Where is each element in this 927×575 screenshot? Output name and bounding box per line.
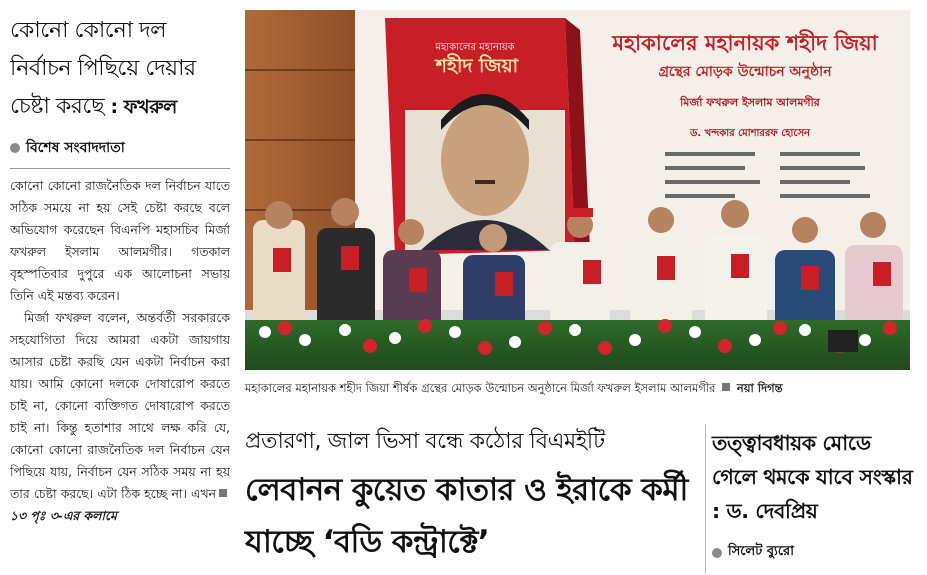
left-story: [10, 12, 230, 567]
left-paragraph-2-text: মির্জা ফখরুল বলেন, অন্তর্বর্তী সরকারকে সহযোগিতা দিয়ে আমরা একটা জায়গায় আসার চেষ্টা করছি যেন একটা নির্বাচন করা যায়। আমি কোনো দলকে দোষারোপ করতে চাই না, কোনো ব্যক্তিগত দোষারোপ করতে চাই না। কিন্তু হতাশার সাথে লক্ষ করি যে, কোনো কোনো রাজনৈতিক দল নির্বাচন যেন পিছিয়ে যায়, নির্বাচন যেন সঠিক সময় না হয় তার চেষ্টা করছে। এটা ঠিক হচ্ছে না। এখন: [10, 310, 230, 501]
left-headline-line1: কোনো কোনো দল: [10, 18, 167, 43]
center-kicker[interactable]: প্রতারণা, জাল ভিসা বন্ধে কঠোর বিএমইটি: [245, 429, 605, 454]
right-headline[interactable]: [712, 426, 917, 528]
left-byline: [10, 136, 230, 160]
left-byline-text: বিশেষ সংবাদদাতা: [26, 140, 125, 156]
left-headline-line2: নির্বাচন পিছিয়ে দেয়ার: [10, 56, 196, 81]
banner-name-1: মির্জা ফখরুল ইসলাম আলমগীর: [680, 96, 820, 109]
square-bullet-icon: [722, 383, 730, 391]
column-divider: [705, 424, 706, 574]
left-headline-line3: চেষ্টা করছে: [10, 94, 105, 119]
left-headline-attribution: : ফখরুল: [110, 96, 177, 118]
banner-name-2: ড. খন্দকার মোশাররফ হোসেন: [689, 128, 811, 139]
right-byline-text: সিলেট ব্যুরো: [728, 544, 794, 559]
left-paragraph-2: [10, 307, 230, 527]
event-photo: [245, 10, 910, 370]
banner-subtitle: গ্রন্থের মোড়ক উন্মোচন অনুষ্ঠান: [658, 64, 832, 80]
bullet-icon: [10, 143, 20, 153]
photo-caption: [245, 380, 915, 399]
photo-credit: নয়া দিগন্ত: [736, 381, 783, 395]
caption-text: মহাকালের মহানায়ক শহীদ জিয়া শীর্ষক গ্রন্থের মোড়ক উন্মোচন অনুষ্ঠানে মির্জা ফখরুল ইসলাম আলমগীর: [245, 381, 716, 395]
left-paragraph-1: কোনো কোনো রাজনৈতিক দল নির্বাচন যাতে সঠিক সময়ে না হয় সেই চেষ্টা করছে বলে অভিযোগ করেছেন বিএনপি মহাসচিব মির্জা ফখরুল ইসলাম আলমগীর। গতকাল বৃহস্পতিবার দুপুরে এক আলোচনা সভায় তিনি এই মন্তব্য করেন।: [10, 178, 230, 303]
book-cover-graphic: [385, 18, 590, 255]
banner-title: মহাকালের মহানায়ক শহীদ জিয়া: [612, 31, 878, 55]
divider: [10, 168, 230, 169]
right-story: [712, 426, 917, 563]
bullet-icon: [712, 548, 722, 558]
right-headline-text: তত্ত্বাবধায়ক মোডে গেলে থমকে যাবে সংস্কার: [712, 431, 913, 489]
book-small-title: মহাকালের মহানায়ক: [435, 42, 515, 53]
right-headline-attribution: : ড. দেবপ্রিয়: [712, 499, 818, 523]
event-photo-illustration: [245, 10, 910, 370]
left-body: [10, 175, 230, 527]
book-title: শহীদ জিয়া: [435, 55, 519, 77]
jump-link[interactable]: ১৩ পৃঃ ৩-এর কলামে: [10, 508, 117, 523]
left-headline[interactable]: [10, 12, 230, 126]
right-byline: [712, 542, 917, 563]
monitor-graphic: [828, 330, 858, 352]
square-bullet-icon: [219, 489, 227, 497]
center-headline[interactable]: লেবানন কুয়েত কাতার ও ইরাকে কর্মী যাচ্ছে ‘বডি কন্ট্রাক্টে’: [245, 472, 688, 560]
